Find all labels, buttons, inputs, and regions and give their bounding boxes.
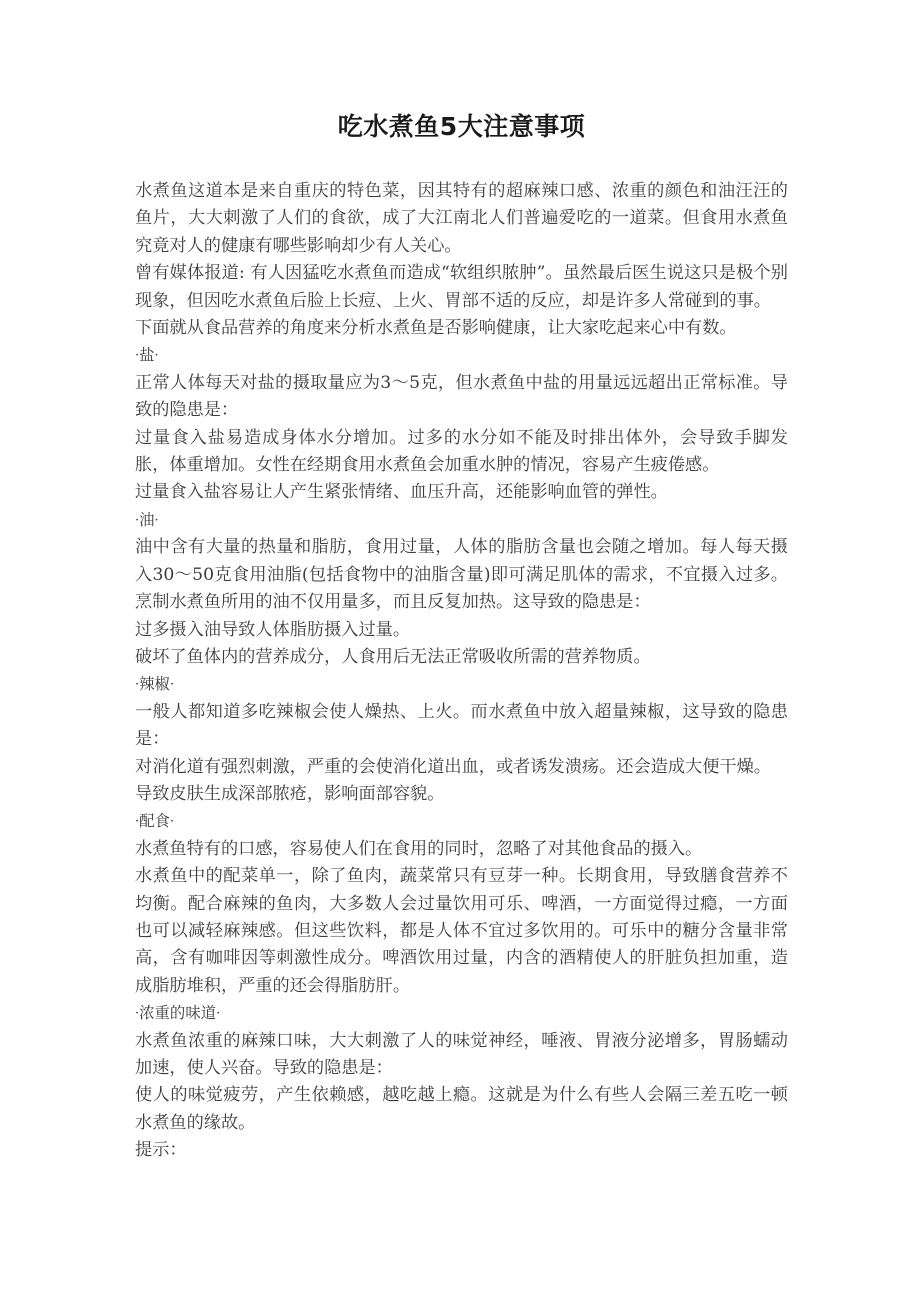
bullet-dot-icon: · <box>135 512 140 528</box>
section-heading <box>135 342 788 369</box>
bullet-dot-icon: · <box>135 1006 140 1022</box>
section-heading <box>135 808 788 835</box>
section-heading-label: 浓重的味道 <box>139 1004 217 1023</box>
body-paragraph: 正常人体每天对盐的摄取量应为3～5克，但水煮鱼中盐的用量远远超出正常标准。导致的隐患是： <box>135 372 788 421</box>
body-paragraph: 曾有媒体报道: 有人因猛吃水煮鱼而造成“软组织脓肿”。虽然最后医生说这只是极个别现象，但因吃水煮鱼后脸上长痘、上火、胃部不适的反应，却是许多人常碰到的事。 <box>135 263 788 311</box>
body-paragraph: 使人的味觉疲劳，产生依赖感，越吃越上瘾。这就是为什么有些人会隔三差五吃一顿水煮鱼的缘故。 <box>135 1085 788 1133</box>
document-content-column <box>135 0 788 1165</box>
body-paragraph: 过量食入盐容易让人产生紧张情绪、血压升高，还能影响血管的弹性。 <box>135 482 668 503</box>
section-heading-label: 辣椒 <box>139 675 170 694</box>
page-title: 吃水煮鱼5大注意事项 <box>337 112 586 141</box>
body-paragraph: 过多摄入油导致人体脂肪摄入过量。 <box>135 619 411 640</box>
body-paragraph: 过量食入盐易造成身体水分增加。过多的水分如不能及时排出体外，会导致手脚发胀，体重增加。女性在经期食用水煮鱼会加重水肿的情况，容易产生疲倦感。 <box>135 427 788 476</box>
bullet-dot-icon: · <box>135 814 140 830</box>
bullet-dot-icon: · <box>216 1006 221 1022</box>
section-heading-label: 油 <box>139 510 155 529</box>
body-paragraph: 水煮鱼浓重的麻辣口味，大大刺激了人的味觉神经，唾液、胃液分泌增多，胃肠蠕动加速，使人兴奋。导致的隐患是： <box>135 1030 788 1078</box>
body-paragraph: 油中含有大量的热量和脂肪，食用过量，人体的脂肪含量也会随之增加。每人每天摄入30～50克食用油脂(包括食物中的油脂含量)即可满足肌体的需求，不宜摄入过多。烹制水煮鱼所用的油不仅用量多，而且反复加热。这导致的隐患是： <box>135 537 788 613</box>
body-paragraph: 破坏了鱼体内的营养成分，人食用后无法正常吸收所需的营养物质。 <box>135 646 651 667</box>
section-heading-label: 盐 <box>139 346 155 365</box>
body-paragraph: 水煮鱼中的配菜单一，除了鱼肉，蔬菜常只有豆芽一种。长期食用，导致膳食营养不均衡。配合麻辣的鱼肉，大多数人会过量饮用可乐、啤酒，一方面觉得过瘾，一方面也可以减轻麻辣感。但这些饮料，都是人体不宜过多饮用的。可乐中的糖分含量非常高，含有咖啡因等刺激性成分。啤酒饮用过量，内含的酒精使人的肝脏负担加重，造成脂肪堆积，严重的还会得脂肪肝。 <box>135 866 788 996</box>
section-heading-label: 配食 <box>139 812 170 831</box>
section-heading <box>135 671 788 698</box>
body-paragraph: 下面就从食品营养的角度来分析水煮鱼是否影响健康，让大家吃起来心中有数。 <box>135 318 737 339</box>
bullet-dot-icon: · <box>135 677 140 693</box>
body-paragraph: 提示： <box>135 1140 187 1161</box>
body-paragraph: 导致皮肤生成深部脓疮，影响面部容貌。 <box>135 783 445 804</box>
section-heading <box>135 507 788 534</box>
bullet-dot-icon: · <box>154 512 159 528</box>
bullet-dot-icon: · <box>154 348 159 364</box>
bullet-dot-icon: · <box>169 814 175 830</box>
section-heading <box>135 1000 788 1027</box>
body-paragraph: 水煮鱼特有的口感，容易使人们在食用的同时，忽略了对其他食品的摄入。 <box>135 838 703 859</box>
bullet-dot-icon: · <box>135 348 140 364</box>
body-paragraph: 水煮鱼这道本是来自重庆的特色菜，因其特有的超麻辣口感、浓重的颜色和油汪汪的鱼片，大大刺激了人们的食欲，成了大江南北人们普遍爱吃的一道菜。但食用水煮鱼究竟对人的健康有哪些影响却少有人关心。 <box>135 181 788 256</box>
body-paragraph: 一般人都知道多吃辣椒会使人燥热、上火。而水煮鱼中放入超量辣椒，这导致的隐患是： <box>135 701 788 750</box>
bullet-dot-icon: · <box>169 677 175 693</box>
document-body <box>135 178 788 1165</box>
body-paragraph: 对消化道有强烈刺激，严重的会使消化道出血，或者诱发溃疡。还会造成大便干燥。 <box>135 756 771 777</box>
